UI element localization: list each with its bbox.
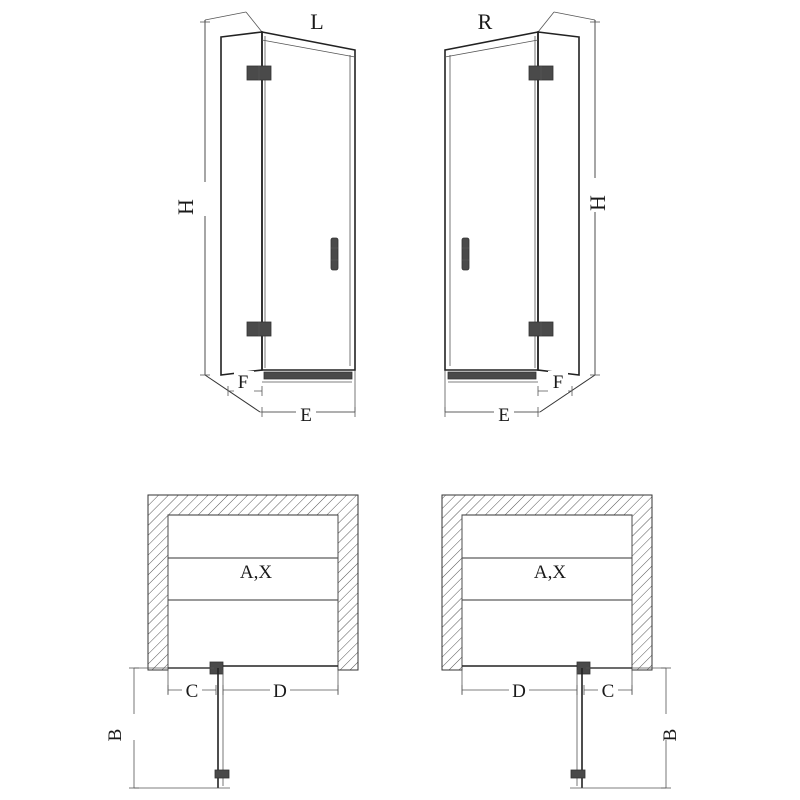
plan-door-handle-left	[215, 770, 229, 778]
dimension-h-label-left: H	[173, 199, 198, 215]
dimension-e-label-right: E	[498, 405, 510, 426]
dimension-f-label-right: F	[552, 372, 564, 393]
bottom-seal-left	[264, 372, 352, 379]
elevation-right-group	[445, 9, 618, 426]
dimension-h-label-right: H	[585, 195, 610, 211]
dimension-e-label-left: E	[300, 405, 312, 426]
dimension-d-label-right: D	[512, 681, 526, 702]
projection-line-top-right	[554, 12, 595, 20]
door-top-rail-right	[445, 40, 538, 57]
dimension-d-label-left: D	[273, 681, 287, 702]
view-title-right: R	[477, 9, 493, 34]
dimension-b-label-left: B	[105, 728, 126, 742]
door-handle-left	[331, 238, 338, 270]
door-handle-right	[462, 238, 469, 270]
dimension-b-label-right: B	[660, 728, 681, 742]
bottom-seal-right	[448, 372, 536, 379]
dimension-f-label-left: F	[237, 372, 249, 393]
plan-view-left-group	[105, 495, 358, 788]
projection-line-top-left	[205, 12, 246, 20]
plan-width-label-right: A,X	[533, 562, 567, 583]
elevation-left-group	[173, 9, 355, 426]
dimension-c-label-left: C	[185, 681, 199, 702]
projection-line-top-right-2	[538, 12, 554, 32]
plan-door-handle-right	[571, 770, 585, 778]
door-top-rail-left	[262, 40, 355, 57]
projection-line-top-left-2	[246, 12, 262, 32]
plan-width-label-left: A,X	[239, 562, 273, 583]
plan-view-right-group	[442, 495, 690, 788]
swing-door-panel-left	[262, 32, 355, 370]
dimension-c-label-right: C	[601, 681, 615, 702]
view-title-left: L	[310, 9, 324, 34]
swing-door-panel-right	[445, 32, 538, 370]
